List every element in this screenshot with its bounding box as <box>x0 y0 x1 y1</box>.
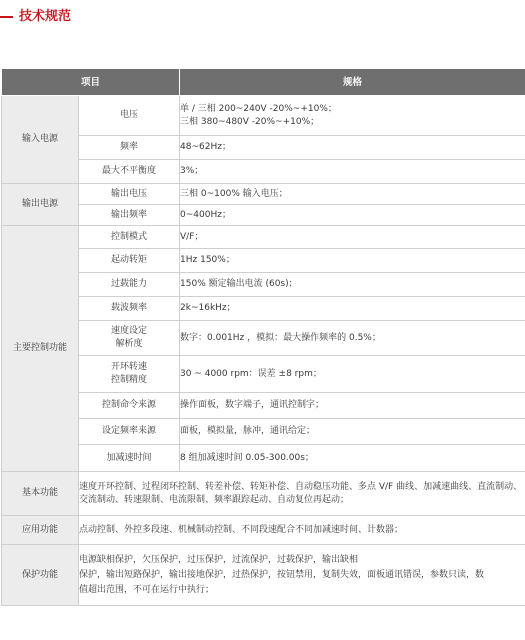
value-cell: 2k~16kHz； <box>180 297 525 321</box>
table-row <box>2 136 525 160</box>
category-cell: 应用功能 <box>2 516 79 545</box>
item-cell <box>79 356 180 393</box>
value-cell: 8 组加减速时间 0.05-300.00s； <box>180 445 525 472</box>
page-title: 技术规范 <box>19 9 72 24</box>
table-row <box>2 96 525 136</box>
table-row <box>2 297 525 321</box>
table-row <box>2 472 525 516</box>
value-line: 值超出范围，不可在运行中执行； <box>79 584 215 595</box>
table-row <box>2 184 525 205</box>
item-cell: 最大不平衡度 <box>79 160 180 184</box>
value-cell <box>180 96 525 136</box>
item-cell: 控制模式 <box>79 226 180 249</box>
item-line: 控制精度 <box>111 375 148 385</box>
value-line: 保护，输出短路保护，输出接地保护，过热保护，按钮禁用，复制失效，面板通讯错误，参数只读，数 <box>79 569 485 580</box>
category-cell: 主要控制功能 <box>2 226 79 472</box>
value-cell: 3%； <box>180 160 525 184</box>
table-row <box>2 273 525 297</box>
item-cell: 加减速时间 <box>79 445 180 472</box>
value-line: 速度开环控制、过程闭环控制、转差补偿、转矩补偿、自动稳压功能、多点 V/F 曲线、加减速曲线、直流制动、 <box>79 481 523 492</box>
table-row <box>2 445 525 472</box>
table-row <box>2 516 525 545</box>
table-row <box>2 419 525 445</box>
table-row <box>2 205 525 226</box>
value-line: 电源缺相保护，欠压保护，过压保护，过流保护，过载保护，输出缺相 <box>79 554 359 565</box>
section-header <box>0 8 200 26</box>
value-cell: 30 ~ 4000 rpm：误差 ±8 rpm； <box>180 356 525 393</box>
value-cell <box>79 472 525 516</box>
value-cell: 48~62Hz； <box>180 136 525 160</box>
table-row <box>2 393 525 419</box>
category-cell: 输出电源 <box>2 184 79 226</box>
item-cell: 过载能力 <box>79 273 180 297</box>
item-cell: 输出频率 <box>79 205 180 226</box>
value-cell <box>79 545 525 606</box>
category-cell: 基本功能 <box>2 472 79 516</box>
item-cell: 频率 <box>79 136 180 160</box>
value-line: 单 / 三相 200~240V -20%~+10%； <box>180 103 337 114</box>
item-line: 解析度 <box>115 339 143 349</box>
value-cell: V/F； <box>180 226 525 249</box>
value-cell: 点动控制、外控多段速、机械制动控制、不同段速配合不同加减速时间、计数器； <box>79 516 525 545</box>
value-cell: 150% 额定输出电流 (60s)； <box>180 273 525 297</box>
header-item: 项目 <box>2 69 180 96</box>
value-cell: 操作面板，数字端子，通讯控制字； <box>180 393 525 419</box>
spec-table <box>1 68 525 606</box>
table-row <box>2 249 525 273</box>
value-cell: 0~400Hz； <box>180 205 525 226</box>
value-line: 三相 380~480V -20%~+10%； <box>180 116 320 127</box>
item-cell: 设定频率来源 <box>79 419 180 445</box>
item-cell: 输出电压 <box>79 184 180 205</box>
header-spec: 规格 <box>180 69 525 96</box>
item-cell <box>79 321 180 356</box>
table-row <box>2 545 525 606</box>
value-cell: 面板，模拟量，脉冲，通讯给定； <box>180 419 525 445</box>
value-cell: 数字：0.001Hz ，模拟：最大操作频率的 0.5%； <box>180 321 525 356</box>
item-cell: 起动转矩 <box>79 249 180 273</box>
item-cell: 电压 <box>79 96 180 136</box>
item-cell: 控制命令来源 <box>79 393 180 419</box>
table-row <box>2 226 525 249</box>
table-row <box>2 160 525 184</box>
table-row <box>2 321 525 356</box>
header-accent-line <box>0 16 13 18</box>
category-cell: 输入电源 <box>2 96 79 184</box>
value-line: 交流制动、转速限制、电流限制、频率跟踪起动、自动复位再起动； <box>79 494 350 505</box>
category-cell: 保护功能 <box>2 545 79 606</box>
item-cell: 载波频率 <box>79 297 180 321</box>
table-row <box>2 356 525 393</box>
value-cell: 三相 0~100% 输入电压； <box>180 184 525 205</box>
item-line: 速度设定 <box>111 326 148 336</box>
table-header-row <box>2 69 525 96</box>
value-cell: 1Hz 150%； <box>180 249 525 273</box>
item-line: 开环转速 <box>111 362 148 372</box>
